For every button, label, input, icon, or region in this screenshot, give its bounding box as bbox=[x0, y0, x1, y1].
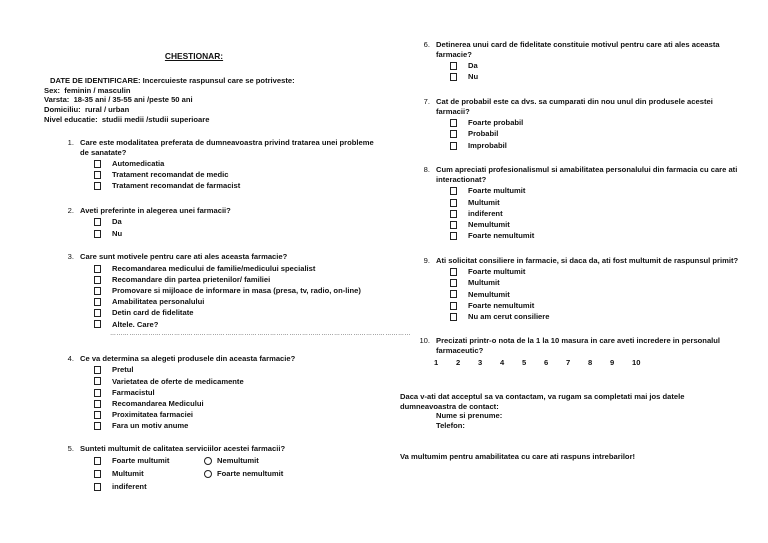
option-checkbox[interactable]: Probabil bbox=[450, 129, 740, 140]
rating-option[interactable]: 4 bbox=[500, 357, 505, 367]
checkbox-icon[interactable] bbox=[450, 73, 457, 81]
identification-fields bbox=[44, 86, 384, 125]
option-checkbox[interactable]: Da bbox=[450, 61, 740, 72]
question-8: 8. Cum apreciati profesionalismul si amabilitatea personalului din farmacia cu care ati interactionat? bbox=[423, 165, 738, 184]
checkbox-icon[interactable] bbox=[450, 130, 457, 138]
rating-option[interactable]: 10 bbox=[632, 357, 641, 367]
contact-name-label[interactable]: Nume si prenume: bbox=[436, 411, 503, 421]
question-3: 3. Care sunt motivele pentru care ati ales aceasta farmacie? bbox=[67, 252, 288, 262]
checkbox-icon[interactable] bbox=[94, 218, 101, 226]
option-checkbox[interactable]: Nu bbox=[450, 72, 740, 83]
contact-phone-label[interactable]: Telefon: bbox=[436, 421, 465, 431]
checkbox-icon[interactable] bbox=[94, 276, 101, 284]
option-checkbox[interactable]: Tratament recomandat de medic bbox=[94, 170, 384, 181]
checkbox-icon[interactable] bbox=[94, 366, 101, 374]
option-checkbox[interactable]: Nu bbox=[94, 228, 384, 239]
checkbox-icon[interactable] bbox=[450, 62, 457, 70]
option-radio[interactable]: Foarte nemultumit bbox=[204, 468, 283, 481]
rating-option[interactable]: 1 bbox=[434, 357, 439, 367]
option-checkbox[interactable]: Fara un motiv anume bbox=[94, 421, 384, 432]
option-checkbox[interactable]: Varietatea de oferte de medicamente bbox=[94, 376, 384, 387]
question-5-options bbox=[44, 455, 384, 494]
checkbox-icon[interactable] bbox=[450, 279, 457, 287]
checkbox-icon[interactable] bbox=[94, 320, 101, 328]
option-checkbox[interactable]: indiferent bbox=[450, 208, 740, 219]
checkbox-icon[interactable] bbox=[94, 377, 101, 385]
checkbox-icon[interactable] bbox=[94, 287, 101, 295]
option-checkbox[interactable]: Foarte multumit bbox=[450, 266, 740, 277]
option-checkbox[interactable]: Pretul bbox=[94, 365, 384, 376]
question-1: 1. Care este modalitatea preferata de dumneavoastra privind tratarea unei probleme de sanatate? bbox=[67, 137, 374, 157]
checkbox-icon[interactable] bbox=[94, 411, 101, 419]
checkbox-icon[interactable] bbox=[450, 302, 457, 310]
rating-option[interactable]: 2 bbox=[456, 357, 461, 367]
checkbox-icon[interactable] bbox=[94, 230, 101, 238]
checkbox-icon[interactable] bbox=[94, 171, 101, 179]
question-1-options bbox=[44, 158, 384, 192]
thanks-message: Va multumim pentru amabilitatea cu care ati raspuns intrebarilor! bbox=[400, 451, 636, 461]
checkbox-icon[interactable] bbox=[450, 187, 457, 195]
rating-option[interactable]: 5 bbox=[522, 357, 527, 367]
question-7: 7. Cat de probabil este ca dvs. sa cumparati din nou unul din produsele acestei farmacii? bbox=[423, 96, 713, 116]
checkbox-icon[interactable] bbox=[450, 210, 457, 218]
question-8-options bbox=[400, 186, 740, 242]
checkbox-icon[interactable] bbox=[94, 309, 101, 317]
question-2-options bbox=[44, 217, 384, 239]
question-7-options bbox=[400, 118, 740, 152]
option-checkbox[interactable]: Tratament recomandat de farmacist bbox=[94, 181, 384, 192]
checkbox-icon[interactable] bbox=[450, 290, 457, 298]
checkbox-icon[interactable] bbox=[94, 182, 101, 190]
residence-field: Domiciliu: rural / urban bbox=[44, 105, 130, 115]
sex-field: Sex: feminin / masculin bbox=[44, 85, 131, 95]
education-field: Nivel educatie: studii medii /studii superioare bbox=[44, 114, 210, 124]
option-checkbox[interactable]: Foarte nemultumit bbox=[450, 300, 740, 311]
option-checkbox[interactable]: Multumit bbox=[94, 468, 204, 481]
option-checkbox[interactable]: Nemultumit bbox=[450, 219, 740, 230]
option-checkbox[interactable]: Foarte probabil bbox=[450, 118, 740, 129]
age-field: Varsta: 18-35 ani / 35-55 ani /peste 50 ani bbox=[44, 95, 193, 105]
option-radio[interactable]: Nemultumit bbox=[204, 455, 283, 468]
checkbox-icon[interactable] bbox=[94, 298, 101, 306]
rating-option[interactable]: 9 bbox=[610, 357, 615, 367]
option-checkbox[interactable]: Multumit bbox=[450, 278, 740, 289]
question-9: 9. Ati solicitat consiliere in farmacie, si daca da, ati fost multumit de raspunsul primit? bbox=[423, 255, 739, 265]
question-6-options bbox=[400, 61, 740, 83]
checkbox-icon[interactable] bbox=[450, 221, 457, 229]
option-checkbox[interactable]: Improbabil bbox=[450, 140, 740, 151]
option-checkbox[interactable]: Nemultumit bbox=[450, 289, 740, 300]
option-checkbox[interactable]: Foarte nemultumit bbox=[450, 230, 740, 241]
option-checkbox[interactable]: Da bbox=[94, 217, 384, 228]
option-checkbox[interactable]: Proximitatea farmaciei bbox=[94, 409, 384, 420]
checkbox-icon[interactable] bbox=[94, 389, 101, 397]
question-5: 5. Sunteti multumit de calitatea serviciilor acestei farmacii? bbox=[67, 443, 286, 453]
rating-option[interactable]: 7 bbox=[566, 357, 571, 367]
question-3-options bbox=[44, 263, 411, 340]
option-checkbox[interactable]: Detin card de fidelitate bbox=[94, 308, 384, 319]
option-checkbox[interactable]: Promovare si mijloace de informare in masa (presa, tv, radio, on-line) bbox=[94, 285, 384, 296]
option-checkbox[interactable]: Recomandare din partea prietenilor/ familiei bbox=[94, 274, 384, 285]
checkbox-icon[interactable] bbox=[94, 470, 101, 478]
checkbox-icon[interactable] bbox=[450, 119, 457, 127]
checkbox-icon[interactable] bbox=[450, 268, 457, 276]
checkbox-icon[interactable] bbox=[450, 142, 457, 150]
radio-circle-icon[interactable] bbox=[204, 470, 212, 478]
option-checkbox[interactable]: Amabilitatea personalului bbox=[94, 296, 384, 307]
checkbox-icon[interactable] bbox=[450, 232, 457, 240]
checkbox-icon[interactable] bbox=[450, 199, 457, 207]
option-checkbox[interactable]: Altele. Care? bbox=[94, 319, 384, 330]
question-2: 2. Aveti preferinte in alegerea unei farmacii? bbox=[67, 205, 231, 215]
checkbox-icon[interactable] bbox=[94, 160, 101, 168]
right-column bbox=[400, 40, 740, 462]
rating-scale bbox=[400, 358, 740, 368]
checkbox-icon[interactable] bbox=[94, 400, 101, 408]
option-checkbox[interactable]: Recomandarea medicului de familie/medicului specialist bbox=[94, 263, 384, 274]
checkbox-icon[interactable] bbox=[94, 457, 101, 465]
question-4-options bbox=[44, 365, 384, 432]
contact-intro: Daca v-ati dat acceptul sa va contactam, va rugam sa completati mai jos datele dumneavoastra de contact: bbox=[400, 391, 685, 411]
rating-option[interactable]: 6 bbox=[544, 357, 549, 367]
question-6: 6. Detinerea unui card de fidelitate constituie motivul pentru care ati ales aceasta farmacie? bbox=[423, 40, 720, 59]
option-checkbox[interactable]: Foarte multumit bbox=[450, 186, 740, 197]
radio-circle-icon[interactable] bbox=[204, 457, 212, 465]
option-checkbox[interactable]: Farmacistul bbox=[94, 387, 384, 398]
question-4: 4. Ce va determina sa alegeti produsele din aceasta farmacie? bbox=[67, 353, 296, 363]
option-checkbox[interactable]: Nu am cerut consiliere bbox=[450, 311, 740, 322]
left-column bbox=[44, 51, 411, 494]
question-10: 10. Precizati printr-o nota de la 1 la 10 masura in care aveti incredere in personalul farmaceutic? bbox=[419, 336, 721, 356]
identification-heading: DATE DE IDENTIFICARE: Incercuieste raspunsul care se potriveste: bbox=[50, 75, 295, 85]
other-answer-line[interactable]: …………………………………………………………………………………………………………………………… bbox=[110, 331, 411, 338]
option-checkbox[interactable]: indiferent bbox=[94, 481, 204, 494]
option-checkbox[interactable]: Multumit bbox=[450, 197, 740, 208]
page-title: CHESTIONAR: bbox=[164, 51, 224, 61]
checkbox-icon[interactable] bbox=[450, 313, 457, 321]
rating-option[interactable]: 3 bbox=[478, 357, 483, 367]
option-checkbox[interactable]: Automedicatia bbox=[94, 158, 384, 169]
option-checkbox[interactable]: Foarte multumit bbox=[94, 455, 204, 468]
question-9-options bbox=[400, 266, 740, 322]
checkbox-icon[interactable] bbox=[94, 483, 101, 491]
rating-option[interactable]: 8 bbox=[588, 357, 593, 367]
checkbox-icon[interactable] bbox=[94, 422, 101, 430]
checkbox-icon[interactable] bbox=[94, 265, 101, 273]
option-checkbox[interactable]: Recomandarea Medicului bbox=[94, 398, 384, 409]
